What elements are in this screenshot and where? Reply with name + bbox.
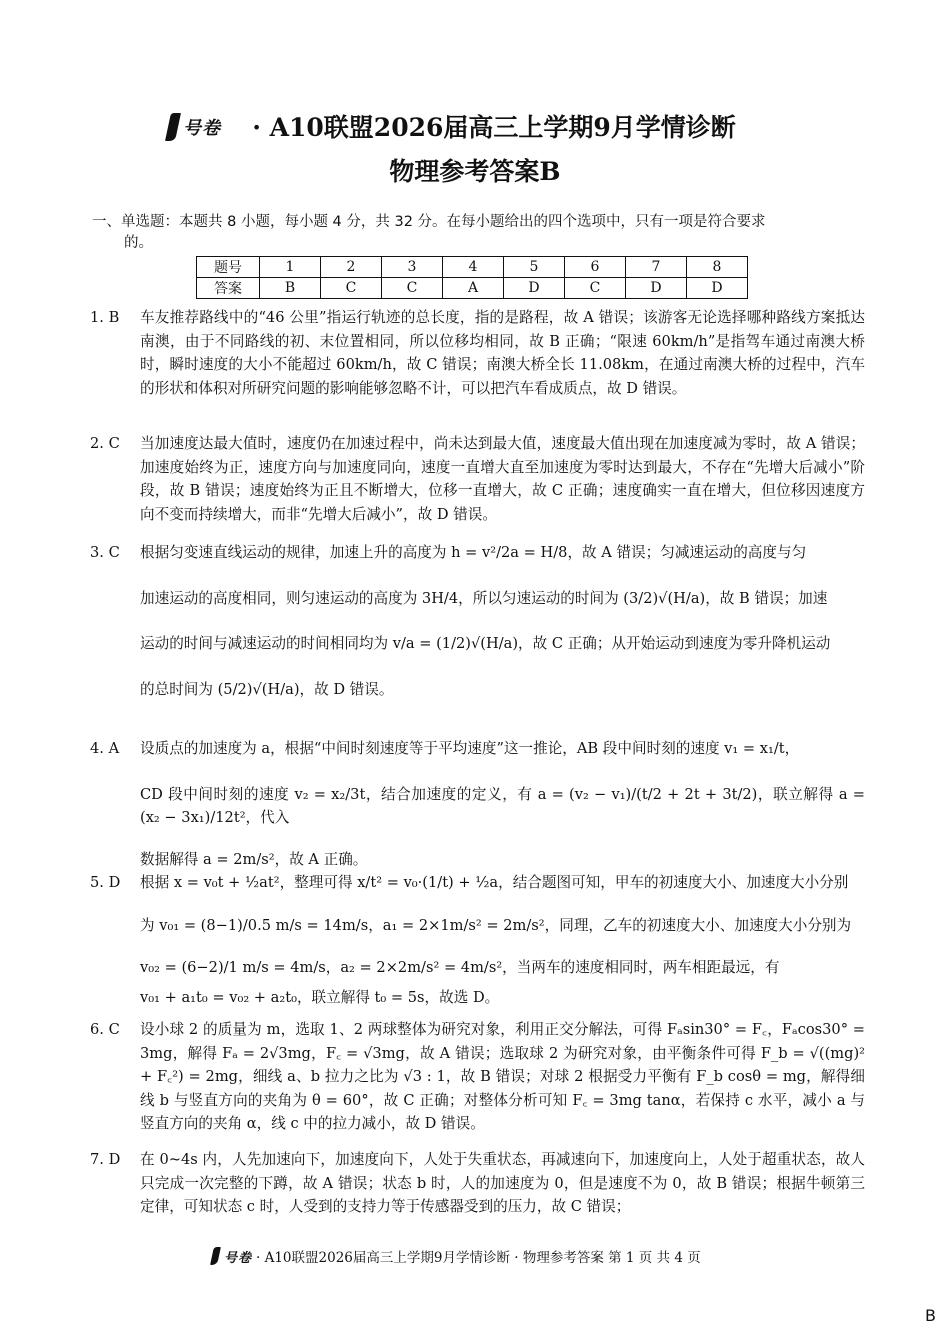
table-cell-number: 5 [504,257,565,278]
question-1 [90,306,865,400]
section-intro [92,212,862,254]
question-number: 7. D [90,1151,121,1168]
question-7 [90,1148,865,1219]
question-number: 6. C [90,1021,120,1038]
question-number: 5. D [90,874,121,891]
table-cell-number: 3 [382,257,443,278]
question-text: 车友推荐路线中的“46 公里”指运行轨迹的总长度，指的是路程，故 A 错误；该游客无论选择哪种路线方案抵达南澳，由于不同路线的初、末位置相同，所以位移均相同，故 B 正确；“限速 60km/h”是指驾车通过南澳大桥时，瞬时速度的大小不能超过 60km/h，故 C 错误；南澳大桥全长 11.08km，在通过南澳大桥的过程中，汽车的形状和体积对所研究问题的影响能够忽略不计，可以把汽车看成质点，故 D 错误。 [140,309,865,397]
table-header-label: 题号 [197,257,260,278]
question-text: 当加速度达最大值时，速度仍在加速过程中，尚未达到最大值，速度最大值出现在加速度减为零时，故 A 错误；加速度始终为正，速度方向与加速度同向，速度一直增大直至加速度为零时达到最大，不存在“先增大后减小”阶段，故 B 错误；速度始终为正且不断增大，位移一直增大，故 C 正确；速度确实一直在增大，但位移因速度方向不变而持续增大，而非“先增大后减小”，故 D 错误。 [140,435,865,523]
question-2 [90,432,865,526]
question-text: 设小球 2 的质量为 m，选取 1、2 两球整体为研究对象，利用正交分解法，可得 Fₐsin30° = F꜀，Fₐcos30° = 3mg，解得 Fₐ = 2√3mg，F꜀ = √3mg，故 A 错误；选取球 2 为研究对象，由平衡条件可得 F_b = √((mg)² + F꜀²) = 2mg，细线 a、b 拉力之比为 √3 : 1，故 B 错误；对球 2 根据受力平衡有 F_b cosθ = mg，解得细线 b 与竖直方向的夹角为 θ = 60°，故 C 正确；对整体分析可知 F꜀ = 3mg tanα，若保持 c 水平，减小 a 与竖直方向的夹角 α，线 c 中的拉力减小，故 D 错误。 [140,1021,865,1132]
logo-text: 号卷 [183,118,221,139]
table-cell-answer: D [504,278,565,299]
question-4 [90,737,865,879]
table-cell-answer: D [626,278,687,299]
table-cell-answer: C [321,278,382,299]
answer-table-answer-row [197,278,748,299]
question-line: 加速运动的高度相同，则匀速运动的高度为 3H/4，所以匀速运动的时间为 (3/2)√(H/a)，故 B 错误；加速 [140,589,828,607]
table-cell-number: 8 [687,257,748,278]
table-cell-number: 6 [565,257,626,278]
page-footer [212,1246,701,1266]
question-text: 在 0~4s 内，人先加速向下，加速度向下，人处于失重状态，再减速向下，加速度向上，人处于超重状态，故人只完成一次完整的下蹲，故 A 错误；状态 b 时，人的加速度为 0，但是速度不为 0，故 B 错误；根据牛顿第三定律，可知状态 c 时，人受到的支持力等于传感器受到的压力，故 C 错误； [140,1151,865,1215]
table-answer-label: 答案 [197,278,260,299]
brush-logo-icon [210,1247,221,1265]
table-cell-number: 1 [260,257,321,278]
page-title: · A10联盟2026届高三上学期9月学情诊断 [252,113,736,142]
table-cell-number: 2 [321,257,382,278]
question-line: 运动的时间与减速运动的时间相同均为 v/a = (1/2)√(H/a)，故 C 正确；从开始运动到速度为零升降机运动 [140,635,831,652]
page-subtitle: 物理参考答案B [389,157,561,186]
question-text [140,541,865,701]
question-number: 1. B [90,309,120,326]
table-cell-answer: C [565,278,626,299]
footer-text: · A10联盟2026届高三上学期9月学情诊断 · 物理参考答案 第 1 页 共 4 页 [256,1250,701,1266]
question-3 [90,541,865,709]
table-cell-answer: B [260,278,321,299]
table-cell-answer: D [687,278,748,299]
corner-version-mark: B [925,1306,936,1325]
question-line: 的总时间为 (5/2)√(H/a)，故 D 错误。 [140,680,394,698]
table-cell-answer: A [443,278,504,299]
question-line: CD 段中间时刻的速度 v₂ = x₂/3t，结合加速度的定义，有 a = (v₂ − v₁)/(t/2 + 2t + 3t/2)，联立解得 a = (x₂ − 3x₁)/12t²，代入 [140,785,865,826]
question-number: 2. C [90,435,120,452]
question-number: 4. A [90,740,120,757]
question-5 [90,871,865,1017]
question-line: 设质点的加速度为 a，根据“中间时刻速度等于平均速度”这一推论，AB 段中间时刻的速度 v₁ = x₁/t， [140,740,800,757]
question-6 [90,1018,865,1136]
question-line: 数据解得 a = 2m/s²，故 A 正确。 [140,850,368,868]
question-line: 为 v₀₁ = (8−1)/0.5 m/s = 14m/s，a₁ = 2×1m/s² = 2m/s²，同理，乙车的初速度大小、加速度大小分别为 [140,916,852,934]
question-line: 根据匀变速直线运动的规律，加速上升的高度为 h = v²/2a = H/8，故 A 错误；匀减速运动的高度与匀 [140,544,807,561]
question-number: 3. C [90,544,120,561]
question-line: v₀₁ + a₁t₀ = v₀₂ + a₂t₀，联立解得 t₀ = 5s，故选 D。 [140,988,500,1006]
question-line: 根据 x = v₀t + ½at²，整理可得 x/t² = v₀·(1/t) + ½a，结合题图可知，甲车的初速度大小、加速度大小分别 [140,874,849,891]
table-cell-number: 7 [626,257,687,278]
table-cell-number: 4 [443,257,504,278]
answer-table-header-row [197,257,748,278]
answer-table [196,256,748,299]
intro-line-2: 的。 [124,235,153,251]
question-text [140,871,865,1009]
question-line: v₀₂ = (6−2)/1 m/s = 4m/s，a₂ = 2×2m/s² = 4m/s²，当两车的速度相同时，两车相距最远，有 [140,959,780,976]
footer-logo-text: 号卷 [224,1250,253,1266]
question-text [140,737,865,871]
intro-line-1: 一、单选题：本题共 8 小题，每小题 4 分，共 32 分。在每小题给出的四个选项中，只有一项是符合要求 [92,214,766,230]
table-cell-answer: C [382,278,443,299]
